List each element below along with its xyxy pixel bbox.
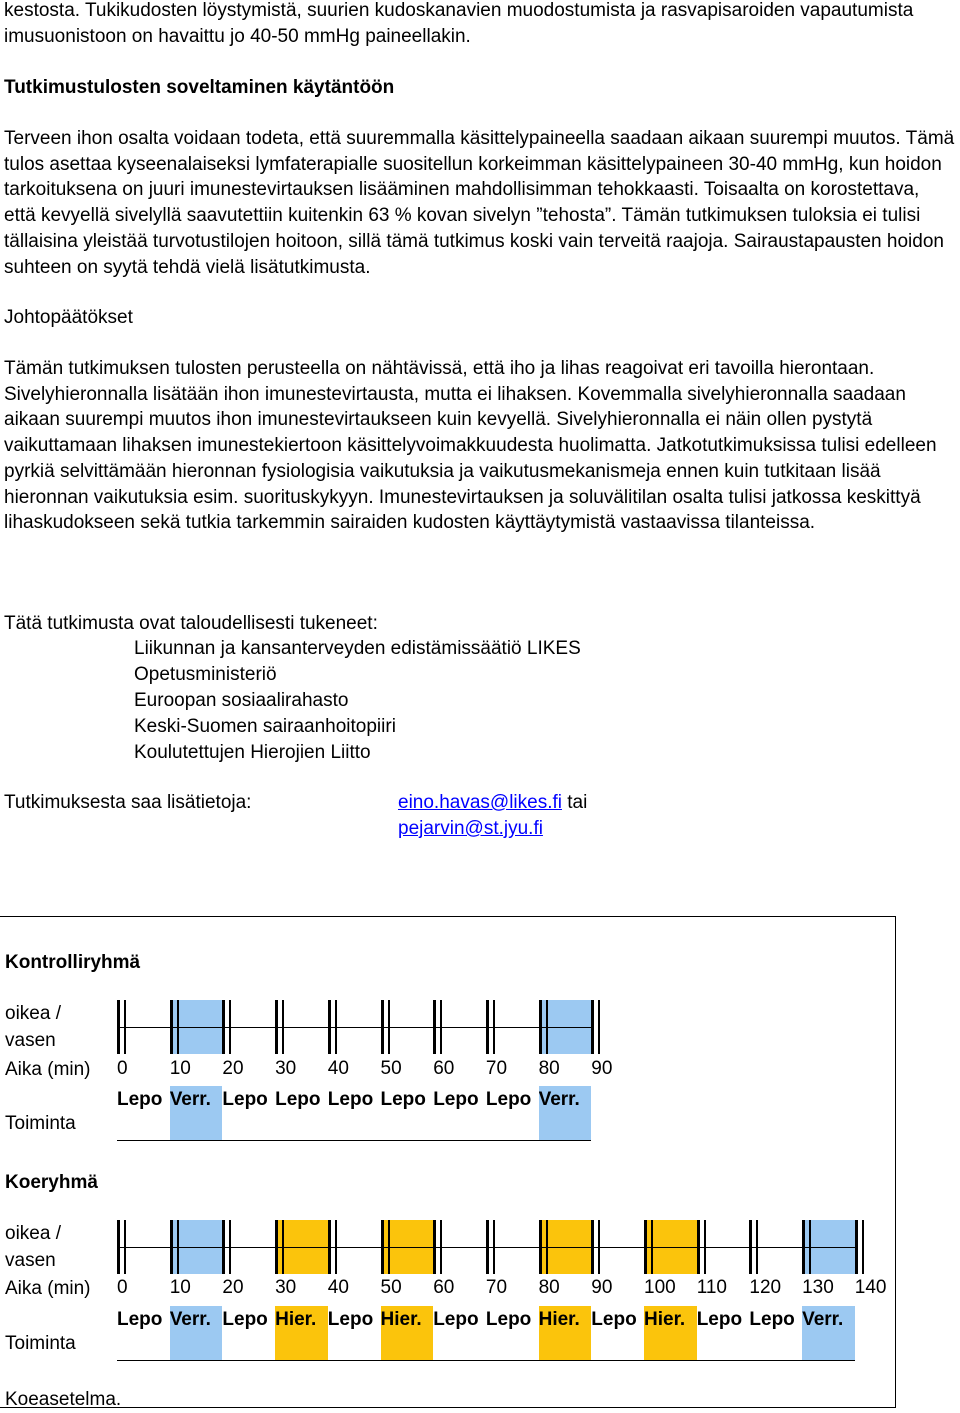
funder-item: Euroopan sosiaalirahasto: [134, 690, 349, 711]
time-tick-label: 80: [538, 1277, 560, 1298]
time-label: Aika (min): [5, 1278, 91, 1299]
time-tick-label: 70: [485, 1277, 508, 1298]
activity-cell: Lepo: [327, 1309, 374, 1330]
activity-cell: Lepo: [591, 1309, 637, 1330]
time-marker: [124, 1220, 126, 1274]
figure-caption: Koeasetelma.: [5, 1389, 122, 1410]
time-marker: [170, 1220, 173, 1274]
time-marker: [177, 1220, 179, 1274]
funder-item: Opetusministeriö: [134, 664, 277, 685]
email-link-jyu[interactable]: pejarvin@st.jyu.fi: [398, 818, 543, 839]
time-tick-label: 50: [380, 1277, 402, 1298]
time-marker: [598, 1220, 600, 1274]
time-marker: [177, 1000, 179, 1054]
time-marker: [704, 1220, 706, 1274]
funder-item: Koulutettujen Hierojien Liitto: [134, 742, 371, 763]
time-marker: [493, 1220, 495, 1274]
time-marker: [381, 1220, 384, 1274]
time-tick-label: 110: [696, 1277, 727, 1298]
time-tick-label: 20: [222, 1277, 244, 1298]
time-tick-label: 140: [854, 1277, 887, 1298]
time-tick-label: 90: [591, 1277, 613, 1298]
time-tick-label: 40: [327, 1058, 349, 1079]
time-marker: [440, 1220, 442, 1274]
time-marker: [591, 1000, 594, 1054]
activity-cell: Lepo: [749, 1309, 795, 1330]
activity-cell: Lepo: [485, 1089, 532, 1110]
time-marker: [222, 1000, 225, 1054]
activity-cell: Lepo: [380, 1089, 426, 1110]
treatment-group-title: Koeryhmä: [5, 1172, 98, 1193]
time-tick-label: 60: [433, 1277, 455, 1298]
contact-connector: tai: [567, 792, 588, 813]
activity-cell: Lepo: [222, 1089, 268, 1110]
activity-label: Toiminta: [5, 1333, 76, 1354]
funding-intro: Tätä tutkimusta ovat taloudellisesti tukeneet:: [4, 613, 378, 634]
time-marker: [756, 1220, 758, 1274]
time-tick-label: 30: [275, 1277, 297, 1298]
time-marker: [275, 1000, 278, 1054]
time-marker: [539, 1220, 542, 1274]
time-marker: [651, 1220, 653, 1274]
time-marker: [222, 1220, 225, 1274]
control-group-title: Kontrolliryhmä: [5, 952, 141, 973]
activity-cell: Lepo: [222, 1309, 268, 1330]
time-tick-label: 0: [117, 1277, 128, 1298]
time-tick-label: 10: [169, 1277, 191, 1298]
time-tick-label: 80: [538, 1058, 560, 1079]
activity-cell: Hier.: [644, 1306, 697, 1360]
time-marker: [335, 1220, 337, 1274]
time-marker: [328, 1000, 331, 1054]
time-label: Aika (min): [5, 1059, 91, 1080]
time-tick-label: 60: [433, 1058, 455, 1079]
time-marker: [539, 1000, 542, 1054]
activity-cell: Lepo: [696, 1309, 743, 1330]
contact-label: Tutkimuksesta saa lisätietoja:: [4, 792, 252, 813]
time-marker: [802, 1220, 805, 1274]
time-marker: [486, 1000, 489, 1054]
time-marker: [591, 1220, 594, 1274]
funder-item: Keski-Suomen sairaanhoitopiiri: [134, 716, 396, 737]
time-marker: [697, 1220, 700, 1274]
applying-heading: Tutkimustulosten soveltaminen käytäntöön: [4, 77, 395, 98]
time-marker: [862, 1220, 864, 1274]
time-marker: [546, 1000, 548, 1054]
contact-line-2: [398, 816, 543, 842]
applying-paragraph: Terveen ihon osalta voidaan todeta, että suuremmalla käsittelypaineella saadaan aikaan suurempi muutos. Tämä tulos asettaa kyseenalaiseksi lymfaterapialle suositellun korkeimman käsittelypaineen 30-40 mmHg, kun hoidon tarkoituksena on juuri imunestevirtauksen lisääminen mahdollisimman tehokkaasti. Toisaalta on korostettava, että kevyellä sivelyllä saavutettiin kuitenkin 63 % kovan sivelyn ”tehosta”. Tämän tutkimuksen tuloksia ei tulisi tällaisina yleistää turvotustilojen hoitoon, sillä tämä tutkimus koski vain terveitä raajoja. Sairaustapausten hoidon suhteen on syytä tehdä vielä lisätutkimusta.: [4, 128, 955, 278]
activity-cell: Hier.: [539, 1306, 592, 1360]
activity-cell: Verr.: [170, 1086, 223, 1140]
time-marker: [440, 1000, 442, 1054]
time-marker: [388, 1000, 390, 1054]
time-tick-label: 40: [327, 1277, 349, 1298]
activity-cell: Lepo: [433, 1309, 479, 1330]
activity-cell: Verr.: [170, 1306, 223, 1360]
time-tick-label: 100: [644, 1277, 676, 1298]
timeline-axis: [117, 1027, 591, 1028]
time-marker: [170, 1000, 173, 1054]
time-marker: [433, 1000, 436, 1054]
time-marker: [282, 1000, 284, 1054]
time-marker: [124, 1000, 126, 1054]
time-marker: [381, 1000, 384, 1054]
time-marker: [855, 1220, 858, 1274]
funder-item: Liikunnan ja kansanterveyden edistämissäätiö LIKES: [134, 638, 581, 659]
time-marker: [328, 1220, 331, 1274]
time-tick-label: 50: [380, 1058, 402, 1079]
time-marker: [433, 1220, 436, 1274]
time-marker: [388, 1220, 390, 1274]
activity-cell: Lepo: [485, 1309, 532, 1330]
time-marker: [809, 1220, 811, 1274]
email-link-likes[interactable]: eino.havas@likes.fi: [398, 792, 562, 813]
activity-label: Toiminta: [5, 1113, 76, 1134]
activity-cell: Lepo: [275, 1089, 321, 1110]
time-marker: [229, 1220, 231, 1274]
activity-cell: Lepo: [117, 1089, 163, 1110]
time-marker: [282, 1220, 284, 1274]
conclusions-heading: Johtopäätökset: [4, 307, 133, 328]
time-marker: [117, 1220, 120, 1274]
time-tick-label: 120: [749, 1277, 782, 1298]
side-label: oikea / vasen: [5, 1003, 61, 1051]
time-marker: [229, 1000, 231, 1054]
activity-cell: Hier.: [275, 1306, 328, 1360]
time-tick-label: 0: [117, 1058, 128, 1079]
conclusions-paragraph: Tämän tutkimuksen tulosten perusteella on nähtävissä, että iho ja lihas reagoivat eri tavoilla hierontaan. Sivelyhieronnalla lisätään ihon imunestevirtausta, mutta ei lihaksen. Kovemmalla sivelyhieronnalla saadaan aikaan suurempi muutos ihon imunestevirtaukseen kuin kevyellä. Sivelyhieronnalla ei näin ollen pystytä vaikuttamaan lihaksen imunestekiertoon käsittelyvoimakkuudesta huolimatta. Jatkotutkimuksissa tulisi edelleen pyrkiä selvittämään hieronnan fysiologisia vaikutuksia ja vaikutusmekanismeja ennen kuin tutkitaan lisää hieronnan vaikutuksia esim. suorituskykyyn. Imunestevirtauksen ja soluvälitilan osalta tulisi jatkossa keskittyä lihaskudokseen sekä tutkia tarkemmin sairaiden kudosten käyttäytymistä vastaavissa tilanteissa.: [4, 358, 937, 534]
time-marker: [335, 1000, 337, 1054]
time-marker: [644, 1220, 647, 1274]
activity-row-border: [117, 1360, 855, 1361]
time-marker: [749, 1220, 752, 1274]
time-tick-label: 70: [485, 1058, 508, 1079]
time-marker: [493, 1000, 495, 1054]
activity-cell: Verr.: [539, 1086, 592, 1140]
activity-cell: Lepo: [433, 1089, 479, 1110]
activity-cell: Verr.: [802, 1306, 855, 1360]
activity-cell: Lepo: [117, 1309, 163, 1330]
intro-continuation: kestosta. Tukikudosten löystymistä, suurien kudoskanavien muodostumista ja rasvapisaroiden vapautumista imusuonistoon on havaittu jo 40-50 mmHg paineellakin.: [4, 0, 914, 47]
time-tick-label: 20: [222, 1058, 244, 1079]
activity-cell: Hier.: [381, 1306, 434, 1360]
time-tick-label: 10: [169, 1058, 191, 1079]
time-marker: [486, 1220, 489, 1274]
time-marker: [546, 1220, 548, 1274]
activity-cell: Lepo: [327, 1089, 374, 1110]
side-label: oikea / vasen: [5, 1223, 61, 1271]
contact-line-1: [398, 790, 587, 816]
time-marker: [598, 1000, 600, 1054]
time-tick-label: 90: [591, 1058, 613, 1079]
activity-row-border: [117, 1140, 591, 1141]
time-marker: [117, 1000, 120, 1054]
time-tick-label: 30: [275, 1058, 297, 1079]
time-marker: [275, 1220, 278, 1274]
time-tick-label: 130: [802, 1277, 834, 1298]
